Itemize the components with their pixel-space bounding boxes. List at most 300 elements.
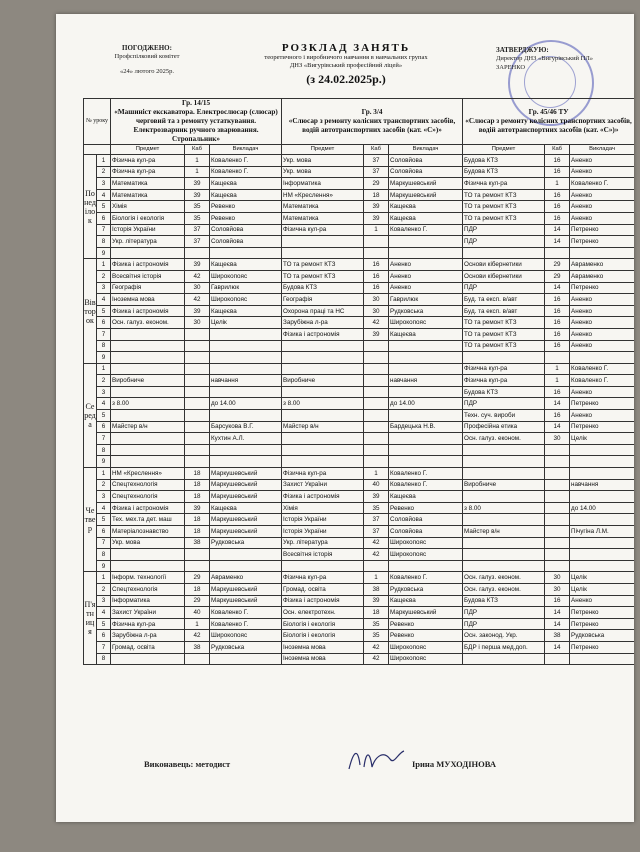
lesson-number-header: № уроку [84, 99, 111, 145]
room-cell: 35 [364, 618, 389, 630]
teacher-cell: Широкопояс [210, 630, 282, 642]
column-header-teacher: Викладач [389, 145, 463, 155]
lesson-number-cell: 1 [97, 259, 111, 271]
teacher-cell: Ревенко [389, 630, 463, 642]
room-cell [364, 398, 389, 410]
teacher-cell [210, 340, 282, 352]
approval-left-line1: Профспілковий комітет [114, 53, 180, 61]
teacher-cell: Маркушевський [210, 491, 282, 503]
teacher-cell: Ревенко [389, 502, 463, 514]
room-cell [185, 549, 210, 561]
subject-cell: Будова КТЗ [463, 166, 545, 178]
executor-name: Ірина МУХОДІНОВА [412, 759, 497, 769]
teacher-cell: Кащеєва [210, 305, 282, 317]
teacher-cell [570, 491, 634, 503]
teacher-cell: Рудковська [389, 583, 463, 595]
teacher-cell: Аненко [570, 155, 634, 167]
subject-cell: ПДР [463, 236, 545, 248]
teacher-cell: Соловйова [389, 155, 463, 167]
group-desc-2: «Слюсар з ремонту колісних транспортних засобів, водій автотранспортних засобів (кат. «С»)» [288, 117, 456, 134]
teacher-cell: Кащеєва [210, 178, 282, 190]
subject-cell [111, 456, 185, 468]
room-cell: 38 [185, 537, 210, 549]
teacher-cell: Маркушевський [389, 178, 463, 190]
room-cell: 29 [364, 178, 389, 190]
day-label: Вівторок [84, 259, 97, 363]
subject-cell: Майстер в/н [111, 421, 185, 433]
table-row [84, 641, 635, 653]
room-cell: 35 [364, 630, 389, 642]
table-row [84, 363, 635, 375]
teacher-cell: Широкопояс [389, 653, 463, 665]
teacher-cell [570, 514, 634, 526]
room-cell [545, 352, 570, 364]
table-row [84, 491, 635, 503]
room-cell [185, 653, 210, 665]
subject-cell: Біологія і екологія [282, 618, 364, 630]
approval-left-line2: «24» лютого 2025р. [120, 68, 174, 76]
table-row [84, 456, 635, 468]
table-row [84, 294, 635, 306]
subject-cell: Зарубіжна л-ра [111, 630, 185, 642]
subject-cell: Будова КТЗ [463, 595, 545, 607]
teacher-cell: Широкопояс [210, 270, 282, 282]
subject-cell: ТО та ремонт КТЗ [463, 328, 545, 340]
subject-cell [463, 560, 545, 572]
lesson-number-cell: 8 [97, 340, 111, 352]
lesson-number-cell: 5 [97, 410, 111, 422]
room-cell: 37 [185, 224, 210, 236]
teacher-cell [570, 560, 634, 572]
subject-cell: Біологія і екологія [111, 212, 185, 224]
room-cell: 18 [185, 468, 210, 480]
room-cell: 30 [364, 305, 389, 317]
subject-cell: Майстер в/н [463, 526, 545, 538]
room-cell: 39 [364, 201, 389, 213]
page-title: РОЗКЛАД ЗАНЯТЬ [281, 42, 411, 54]
table-row [84, 653, 635, 665]
subject-cell [111, 340, 185, 352]
teacher-cell [389, 340, 463, 352]
subject-cell: Інформ. технології [111, 572, 185, 584]
room-cell: 38 [185, 641, 210, 653]
lesson-number-cell: 2 [97, 270, 111, 282]
table-row [84, 607, 635, 619]
room-cell: 42 [364, 641, 389, 653]
lesson-number-cell: 6 [97, 630, 111, 642]
lesson-number-cell: 4 [97, 294, 111, 306]
room-cell: 14 [545, 607, 570, 619]
teacher-cell: Ревенко [389, 618, 463, 630]
teacher-cell: Аненко [389, 259, 463, 271]
lesson-number-cell: 6 [97, 421, 111, 433]
lesson-number-cell: 6 [97, 317, 111, 329]
schedule-date: (з 24.02.2025р.) [306, 71, 386, 86]
lesson-number-cell: 7 [97, 328, 111, 340]
room-cell: 29 [545, 270, 570, 282]
table-row [84, 247, 635, 259]
room-cell: 18 [185, 526, 210, 538]
room-cell: 14 [545, 224, 570, 236]
teacher-cell: Петренко [570, 641, 634, 653]
teacher-cell: Авраменко [210, 572, 282, 584]
column-header-subject: Предмет [463, 145, 545, 155]
subject-cell: ТО та ремонт КТЗ [282, 259, 364, 271]
teacher-cell: Аненко [570, 212, 634, 224]
lesson-number-cell: 8 [97, 236, 111, 248]
subject-cell: ПДР [463, 224, 545, 236]
column-header-teacher: Викладач [210, 145, 282, 155]
teacher-cell: Кащеєва [389, 212, 463, 224]
teacher-cell: Аненко [570, 340, 634, 352]
lesson-number-cell: 7 [97, 537, 111, 549]
teacher-cell: Целік [570, 583, 634, 595]
room-cell: 16 [364, 282, 389, 294]
subject-cell: Фізика і астрономія [282, 595, 364, 607]
teacher-cell [570, 456, 634, 468]
teacher-cell: Петренко [570, 421, 634, 433]
room-cell: 16 [545, 294, 570, 306]
room-cell: 35 [185, 212, 210, 224]
subject-cell: Математика [282, 201, 364, 213]
room-cell [364, 410, 389, 422]
teacher-cell: Петренко [570, 618, 634, 630]
subject-cell: Майстер в/н [282, 421, 364, 433]
subject-cell [111, 247, 185, 259]
room-cell: 14 [545, 398, 570, 410]
subject-cell: Укр. мова [282, 166, 364, 178]
subject-cell: ТО та ремонт КТЗ [463, 201, 545, 213]
teacher-cell: Коваленко Г. [389, 224, 463, 236]
subject-cell: з 8.00 [463, 502, 545, 514]
subject-cell: Осн. галуз. економ. [463, 583, 545, 595]
lesson-number-cell: 9 [97, 352, 111, 364]
subject-cell [463, 514, 545, 526]
subject-cell: Історія України [111, 224, 185, 236]
subject-cell [282, 444, 364, 456]
room-cell: 39 [185, 178, 210, 190]
teacher-cell [210, 247, 282, 259]
column-header-room: Каб [545, 145, 570, 155]
subject-cell [111, 433, 185, 445]
handwritten-signature [344, 745, 414, 775]
teacher-cell: Кухтин А.Л. [210, 433, 282, 445]
room-cell [185, 398, 210, 410]
teacher-cell: Аненко [570, 386, 634, 398]
subject-cell: Укр. література [111, 236, 185, 248]
subject-cell: з 8.00 [111, 398, 185, 410]
subject-cell: Спецтехнологія [111, 491, 185, 503]
subject-cell: Спецтехнологія [111, 479, 185, 491]
lesson-number-cell: 3 [97, 491, 111, 503]
table-row [84, 386, 635, 398]
room-cell: 16 [545, 212, 570, 224]
room-cell: 16 [545, 410, 570, 422]
subject-cell: Інформатика [111, 595, 185, 607]
teacher-cell: Кащеєва [389, 491, 463, 503]
room-cell: 16 [545, 317, 570, 329]
teacher-cell: Рудковська [389, 305, 463, 317]
table-row [84, 224, 635, 236]
table-row [84, 479, 635, 491]
room-cell [185, 247, 210, 259]
subject-cell: Історія України [282, 526, 364, 538]
room-cell [545, 514, 570, 526]
teacher-cell: Широкопояс [210, 294, 282, 306]
teacher-cell [570, 468, 634, 480]
approval-block-right [496, 46, 626, 73]
room-cell: 1 [364, 224, 389, 236]
teacher-cell: Кащеєва [389, 595, 463, 607]
subject-cell: Фізична кул-ра [282, 468, 364, 480]
room-cell: 39 [364, 328, 389, 340]
room-cell [185, 352, 210, 364]
room-cell: 14 [545, 282, 570, 294]
teacher-cell: Маркушевський [210, 468, 282, 480]
room-cell: 1 [545, 375, 570, 387]
room-cell [185, 363, 210, 375]
day-label: Середа [84, 363, 97, 467]
teacher-cell: Широкопояс [389, 317, 463, 329]
subject-cell [111, 549, 185, 561]
teacher-cell: Целік [570, 572, 634, 584]
room-cell: 1 [185, 618, 210, 630]
room-cell: 30 [545, 433, 570, 445]
subject-cell: Зарубіжна л-ра [282, 317, 364, 329]
teacher-cell: Петренко [570, 236, 634, 248]
group-title-2: Гр. 3/4 [361, 108, 383, 116]
subject-cell [463, 468, 545, 480]
table-row [84, 212, 635, 224]
subject-cell: НМ «Креслення» [111, 468, 185, 480]
room-cell [364, 340, 389, 352]
room-cell [545, 468, 570, 480]
room-cell: 38 [364, 583, 389, 595]
table-row [84, 155, 635, 167]
room-cell: 40 [185, 607, 210, 619]
subject-cell [463, 247, 545, 259]
subject-cell: ТО та ремонт КТЗ [463, 212, 545, 224]
teacher-cell: Аненко [570, 305, 634, 317]
teacher-cell [389, 456, 463, 468]
schedule-sheet [56, 14, 634, 822]
room-cell: 39 [185, 305, 210, 317]
teacher-cell: Барсукова В.Г. [210, 421, 282, 433]
table-row [84, 282, 635, 294]
subject-cell [282, 352, 364, 364]
teacher-cell [210, 560, 282, 572]
lesson-number-cell: 2 [97, 479, 111, 491]
room-cell: 18 [185, 583, 210, 595]
room-cell: 18 [364, 607, 389, 619]
teacher-cell [210, 444, 282, 456]
teacher-cell: Маркушевський [210, 526, 282, 538]
room-cell: 30 [545, 572, 570, 584]
table-row [84, 583, 635, 595]
teacher-cell [210, 653, 282, 665]
teacher-cell [210, 549, 282, 561]
day-label: П'ятниця [84, 572, 97, 665]
teacher-cell: Маркушевський [389, 189, 463, 201]
teacher-cell: Ревенко [210, 201, 282, 213]
table-row [84, 317, 635, 329]
subject-cell: ТО та ремонт КТЗ [463, 340, 545, 352]
teacher-cell: Маркушевський [210, 583, 282, 595]
subject-cell [111, 560, 185, 572]
room-cell: 1 [545, 363, 570, 375]
table-row [84, 236, 635, 248]
approval-block-left [92, 44, 202, 77]
room-cell: 42 [185, 270, 210, 282]
teacher-cell: навчання [570, 479, 634, 491]
table-row [84, 572, 635, 584]
subject-cell: Матеріалознавство [111, 526, 185, 538]
subject-cell [463, 549, 545, 561]
subject-cell [111, 410, 185, 422]
room-cell: 42 [185, 294, 210, 306]
subject-cell: Фізика і астрономія [282, 491, 364, 503]
room-cell: 37 [364, 514, 389, 526]
room-cell: 16 [545, 328, 570, 340]
teacher-cell: Аненко [570, 317, 634, 329]
teacher-cell: Соловйова [389, 514, 463, 526]
subject-cell: Осн. електротехн. [282, 607, 364, 619]
table-row [84, 514, 635, 526]
room-cell: 1 [364, 572, 389, 584]
subject-cell: Іноземна мова [282, 653, 364, 665]
subject-cell [463, 653, 545, 665]
room-cell [364, 433, 389, 445]
room-cell: 37 [364, 155, 389, 167]
lesson-number-cell: 2 [97, 583, 111, 595]
room-cell: 39 [185, 259, 210, 271]
table-row [84, 410, 635, 422]
approval-left-title: ПОГОДЖЕНО: [122, 44, 172, 52]
subject-cell: Буд. та експ. в/авт [463, 294, 545, 306]
subject-cell: Історія України [282, 514, 364, 526]
teacher-cell: навчання [389, 375, 463, 387]
teacher-cell: Коваленко Г. [389, 479, 463, 491]
subject-cell: Укр. література [282, 537, 364, 549]
teacher-cell: Коваленко Г. [389, 468, 463, 480]
room-cell [364, 560, 389, 572]
room-cell: 42 [364, 317, 389, 329]
room-cell: 1 [364, 468, 389, 480]
room-cell [185, 444, 210, 456]
teacher-cell: Авраменко [570, 259, 634, 271]
subject-cell: Фізична кул-ра [463, 363, 545, 375]
lesson-number-cell: 2 [97, 166, 111, 178]
room-cell: 16 [364, 259, 389, 271]
room-cell: 30 [185, 282, 210, 294]
teacher-cell [570, 247, 634, 259]
lesson-number-cell: 3 [97, 595, 111, 607]
table-row [84, 537, 635, 549]
teacher-cell: Коваленко Г. [570, 178, 634, 190]
day-label: Понеділок [84, 155, 97, 259]
subject-cell [111, 444, 185, 456]
room-cell [364, 386, 389, 398]
room-cell [545, 653, 570, 665]
lesson-number-cell: 5 [97, 618, 111, 630]
teacher-cell: Петренко [570, 282, 634, 294]
teacher-cell: Петренко [570, 224, 634, 236]
room-cell [364, 363, 389, 375]
subject-cell [282, 386, 364, 398]
room-cell [545, 549, 570, 561]
teacher-cell [389, 433, 463, 445]
teacher-cell: Рудковська [570, 630, 634, 642]
subject-cell [282, 410, 364, 422]
table-row [84, 398, 635, 410]
subject-cell: Фізична кул-ра [282, 572, 364, 584]
teacher-cell [389, 444, 463, 456]
teacher-cell: Аненко [570, 166, 634, 178]
lesson-number-cell: 4 [97, 607, 111, 619]
subject-cell: Інформатика [282, 178, 364, 190]
lesson-number-cell: 6 [97, 212, 111, 224]
teacher-cell: Аненко [570, 410, 634, 422]
room-cell: 39 [364, 212, 389, 224]
subject-cell: Будова КТЗ [282, 282, 364, 294]
subject-cell [111, 386, 185, 398]
subject-cell: Будова КТЗ [463, 386, 545, 398]
lesson-number-cell: 9 [97, 456, 111, 468]
subject-cell [282, 340, 364, 352]
schedule-body [84, 155, 635, 665]
room-cell: 1 [185, 155, 210, 167]
subject-cell: Географія [282, 294, 364, 306]
teacher-cell: Аненко [570, 201, 634, 213]
room-cell [364, 375, 389, 387]
teacher-cell: Коваленко Г. [210, 607, 282, 619]
teacher-cell: Аненко [570, 328, 634, 340]
room-cell: 29 [185, 595, 210, 607]
group-header-1 [111, 99, 282, 145]
room-cell: 39 [185, 502, 210, 514]
room-cell: 39 [185, 189, 210, 201]
table-row [84, 468, 635, 480]
teacher-cell: Целік [570, 433, 634, 445]
teacher-cell: Рудковська [210, 537, 282, 549]
teacher-cell: Пічугіна Л.М. [570, 526, 634, 538]
lesson-number-cell: 4 [97, 189, 111, 201]
subject-cell: Укр. мова [282, 155, 364, 167]
lesson-number-cell: 1 [97, 363, 111, 375]
teacher-cell: Петренко [570, 398, 634, 410]
room-cell: 16 [545, 386, 570, 398]
teacher-cell: Аненко [570, 294, 634, 306]
subject-cell: ПДР [463, 282, 545, 294]
room-cell: 42 [364, 549, 389, 561]
teacher-cell: Маркушевський [210, 479, 282, 491]
teacher-cell: Соловйова [210, 236, 282, 248]
room-cell [185, 386, 210, 398]
group-desc-3: «Слюсар з ремонту колісних транспортних засобів, водій автотранспортних засобів (кат. «С»)» [465, 117, 632, 134]
subject-cell: Всесвітня історія [111, 270, 185, 282]
subject-cell: Тех. мех.та дет. маш [111, 514, 185, 526]
subject-cell [463, 491, 545, 503]
subject-cell: Буд. та експ. в/авт [463, 305, 545, 317]
teacher-cell [570, 444, 634, 456]
room-cell: 14 [545, 641, 570, 653]
subject-cell [463, 537, 545, 549]
subject-cell [282, 236, 364, 248]
teacher-cell [210, 363, 282, 375]
teacher-cell: Коваленко Г. [210, 166, 282, 178]
table-row [84, 375, 635, 387]
subject-cell: НМ «Креслення» [282, 189, 364, 201]
